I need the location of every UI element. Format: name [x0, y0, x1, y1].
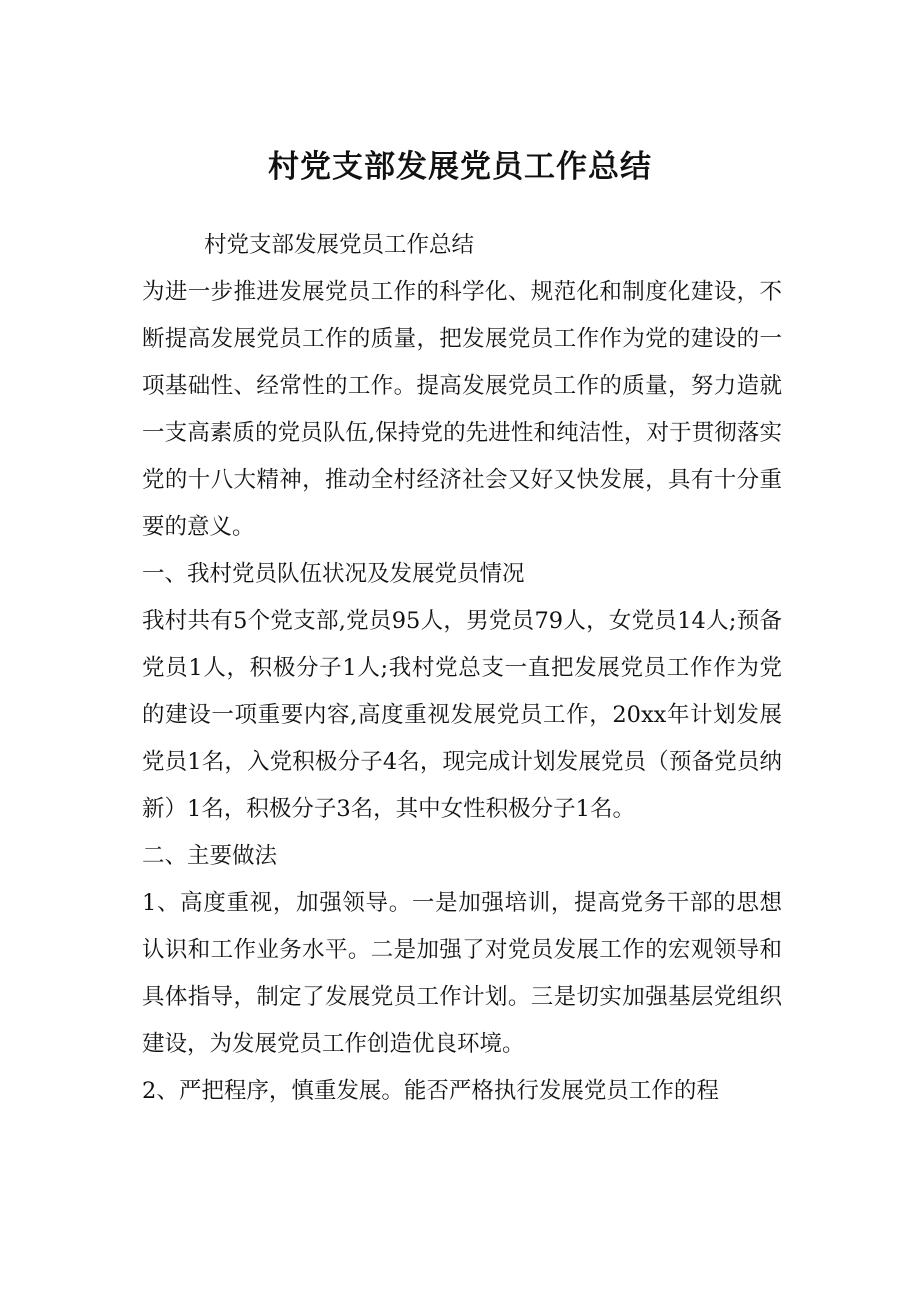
paragraph-method-1: 1、高度重视，加强领导。一是加强培训，提高党务干部的思想认识和工作业务水平。二是加强了对党员发展工作的宏观领导和具体指导，制定了发展党员工作计划。三是切实加强基层党组织建设，为发展党员工作创造优良环境。	[142, 890, 782, 1057]
section-heading-2: 二、主要做法	[142, 843, 278, 869]
paragraph-method-2: 2、严把程序，慎重发展。能否严格执行发展党员工作的程	[142, 1078, 719, 1104]
document-title: 村党支部发展党员工作总结	[268, 149, 652, 185]
section-heading-1: 一、我村党员队伍状况及发展党员情况	[142, 561, 525, 587]
document-subtitle: 村党支部发展党员工作总结	[204, 232, 475, 258]
paragraph-intro: 为进一步推进发展党员工作的科学化、规范化和制度化建设，不断提高发展党员工作的质量，把发展党员工作作为党的建设的一项基础性、经常性的工作。提高发展党员工作的质量，努力造就一支高素质的党员队伍,保持党的先进性和纯洁性，对于贯彻落实党的十八大精神，推动全村经济社会又好又快发展，具有十分重要的意义。	[142, 279, 782, 540]
paragraph-party-status: 我村共有5个党支部,党员95人，男党员79人，女党员14人;预备党员1人，积极分子1人;我村党总支一直把发展党员工作作为党的建设一项重要内容,高度重视发展党员工作，20xx年计划发展党员1名，入党积极分子4名，现完成计划发展党员（预备党员纳新）1名，积极分子3名，其中女性积极分子1名。	[142, 608, 782, 822]
document-body	[142, 222, 782, 1115]
